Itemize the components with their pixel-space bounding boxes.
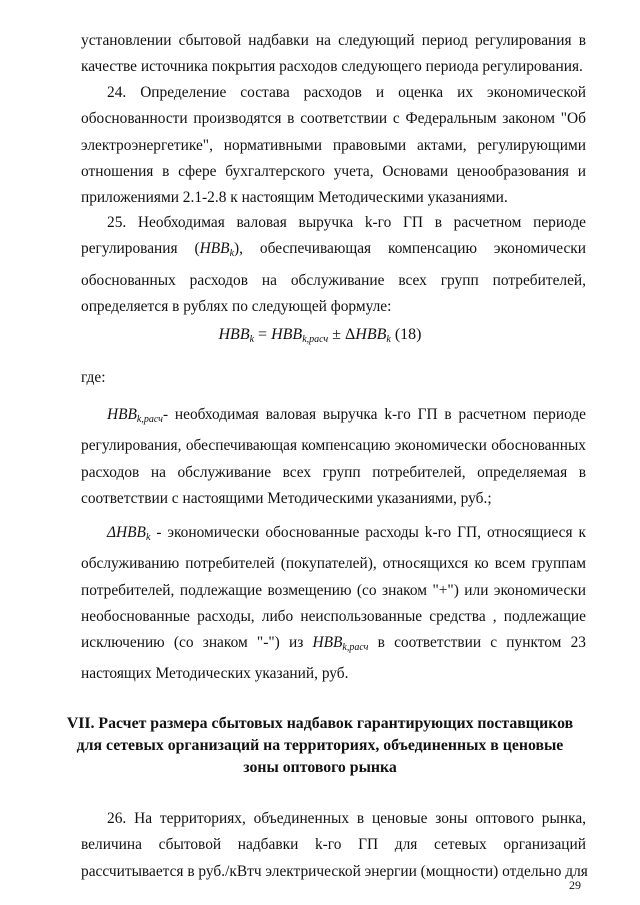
text-line: 26. На территориях, объединенных в ценовые зоны оптового рынка, bbox=[107, 810, 586, 827]
text-line bbox=[81, 402, 586, 433]
text-fragment: ), обеспечивающая компенсацию экономически bbox=[234, 240, 586, 258]
formula-equals: = bbox=[254, 326, 272, 343]
formula-plus-minus: ± Δ bbox=[328, 326, 356, 343]
text-line: 25. Необходимая валовая выручка k-го ГП в расчетном периоде bbox=[107, 214, 586, 231]
text-line: обоснованных расходов на обслуживание всех групп потребителей, bbox=[81, 271, 586, 289]
text-line: отношения в сфере бухгалтерского учета, Основами ценообразования и bbox=[81, 162, 586, 180]
text-fragment: - необходимая валовая выручка k-го ГП в расчетном периоде bbox=[162, 406, 586, 423]
text-line: качестве источника покрытия расходов следующего периода регулирования. bbox=[81, 58, 583, 76]
variable-subscript: k,расч bbox=[136, 414, 163, 425]
variable-nvv: НВВ bbox=[312, 634, 343, 652]
heading-line: для сетевых организаций на территориях, объединенных в ценовые bbox=[76, 737, 564, 754]
formula-term-1: НВВ bbox=[271, 326, 303, 343]
text-fragment: - экономически обоснованные расходы k-го ГП, относящиеся к bbox=[150, 524, 586, 541]
text-line: расходов на обслуживание всех групп потребителей, определяемая в bbox=[81, 463, 586, 481]
text-line: величина сбытовой надбавки k-го ГП для сетевых организаций bbox=[81, 836, 586, 854]
formula-18 bbox=[0, 326, 640, 345]
text-line: настоящих Методических указаний, руб. bbox=[81, 665, 349, 683]
text-fragment: в соответствии с пунктом 23 bbox=[368, 634, 587, 652]
text-line: приложениями 2.1-2.8 к настоящим Методическими указаниями. bbox=[81, 189, 508, 207]
variable-nvv: НВВ bbox=[107, 406, 137, 423]
variable-subscript: k bbox=[229, 248, 235, 260]
variable-delta-nvv: ΔНВВ bbox=[107, 524, 146, 541]
formula-lhs: НВВ bbox=[218, 326, 250, 343]
heading-line: зоны оптового рынка bbox=[243, 759, 397, 776]
text-line: обоснованности производятся в соответствии с Федеральным законом "Об bbox=[81, 110, 586, 128]
paragraph-26 bbox=[81, 806, 586, 885]
text-fragment: исключению (со знаком "-") из bbox=[81, 634, 313, 652]
text-line: 24. Определение состава расходов и оценка их экономической bbox=[107, 84, 586, 101]
heading-line: VII. Расчет размера сбытовых надбавок гарантирующих поставщиков bbox=[66, 715, 574, 732]
formula-lhs-subscript: k bbox=[249, 334, 255, 345]
variable-subscript: k bbox=[145, 532, 151, 543]
text-line: обслуживанию потребителей (покупателей), относящихся ко всем группам bbox=[81, 555, 586, 573]
text-line: установлении сбытовой надбавки на следующий период регулирования в bbox=[81, 32, 586, 49]
paragraph-25 bbox=[81, 210, 586, 320]
text-line bbox=[81, 520, 586, 551]
section-heading bbox=[0, 713, 640, 779]
page-number: 29 bbox=[569, 878, 581, 892]
where-label: где: bbox=[81, 369, 106, 386]
variable-nvv: НВВ bbox=[199, 240, 230, 258]
text-line: регулирования, обеспечивающая компенсацию экономически обоснованных bbox=[81, 437, 586, 455]
text-line: потребителей, подлежащие возмещению (со знаком "+") или экономически bbox=[81, 581, 586, 599]
formula-term-2: НВВ bbox=[355, 326, 387, 343]
text-line: рассчитывается в руб./кВтч электрической энергии (мощности) отдельно для bbox=[81, 862, 588, 880]
formula-term-1-subscript: k,расч bbox=[302, 334, 329, 345]
paragraph-24 bbox=[81, 80, 586, 211]
paragraph-continuation bbox=[81, 28, 586, 81]
formula-number: (18) bbox=[390, 326, 422, 343]
text-line: электроэнергетике", нормативными правовыми актами, регулирующими bbox=[81, 136, 586, 154]
text-line bbox=[81, 630, 586, 661]
text-line bbox=[81, 236, 586, 267]
definition-nvv-rasch bbox=[81, 402, 586, 512]
formula-term-2-subscript: k bbox=[386, 334, 391, 345]
text-line: определяется в рублях по следующей формуле: bbox=[81, 297, 392, 315]
variable-subscript: k,расч bbox=[342, 642, 369, 654]
text-line: соответствии с настоящими Методическими указаниями, руб.; bbox=[81, 489, 492, 507]
text-line: необоснованные расходы, либо неиспользованные средства , подлежащие bbox=[81, 607, 586, 625]
text-fragment: регулирования ( bbox=[81, 240, 200, 258]
definition-delta-nvv bbox=[81, 520, 586, 688]
